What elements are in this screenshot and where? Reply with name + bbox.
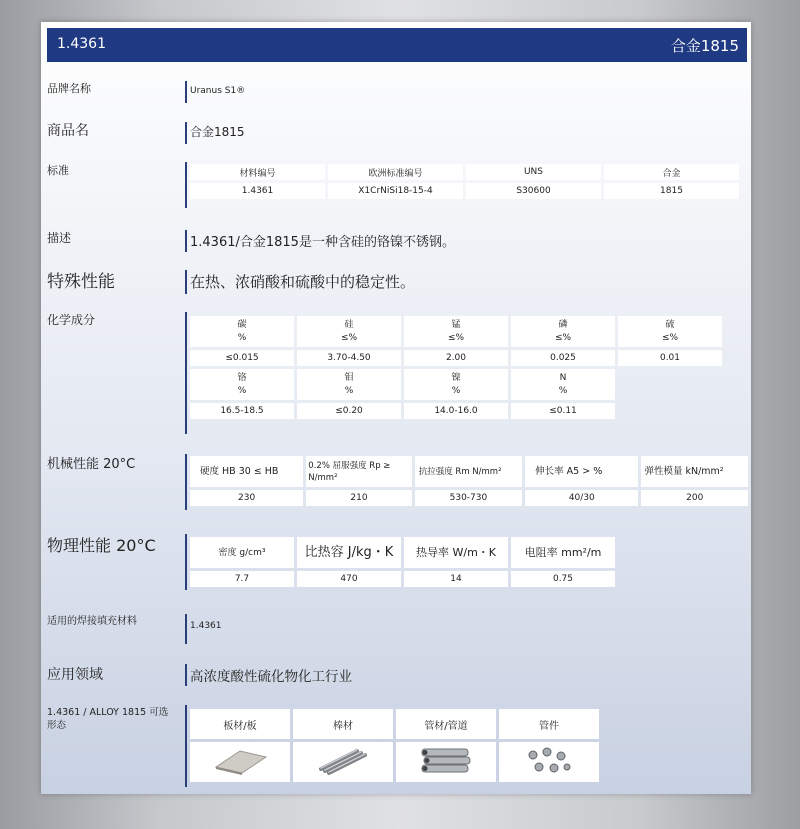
bar-image	[293, 742, 393, 782]
element-header-ni: 镍 %	[404, 369, 508, 400]
mechanical-label: 机械性能 20°C	[47, 457, 136, 472]
table-cell: 1.4361	[190, 183, 325, 199]
divider	[185, 230, 187, 252]
bar-icon	[313, 743, 373, 777]
form-label-plate: 板材/板	[190, 709, 290, 739]
divider	[185, 122, 187, 144]
chemistry-table	[187, 313, 725, 422]
table-header-cell: 密度 g/cm³	[190, 537, 294, 568]
material-code: 1.4361	[57, 36, 106, 52]
trade-name-value: 合金1815	[190, 125, 245, 139]
table-cell: 16.5-18.5	[190, 403, 294, 419]
pipe-image	[396, 742, 496, 782]
table-row	[190, 316, 722, 347]
filler-label: 适用的焊接填充材料	[47, 616, 137, 627]
table-row	[190, 183, 739, 199]
table-cell: S30600	[466, 183, 601, 199]
table-row	[190, 571, 615, 587]
filler-value: 1.4361	[190, 621, 222, 631]
table-header-cell: 弹性模量 kN/mm²	[641, 456, 748, 487]
table-row	[190, 164, 739, 180]
table-header-cell: UNS	[466, 164, 601, 180]
element-header-cr: 铬 %	[190, 369, 294, 400]
table-cell: 3.70-4.50	[297, 350, 401, 366]
table-row	[190, 403, 722, 419]
element-header-n: N %	[511, 369, 615, 400]
table-header-cell: 材料编号	[190, 164, 325, 180]
table-row	[190, 456, 748, 487]
element-header-mn: 锰 ≤%	[404, 316, 508, 347]
physical-label: 物理性能 20°C	[47, 536, 156, 555]
description-value: 1.4361/合金1815是一种含硅的铬镍不锈钢。	[190, 235, 455, 250]
plate-image	[190, 742, 290, 782]
empty-cell	[618, 369, 722, 400]
element-header-p: 磷 ≤%	[511, 316, 615, 347]
application-value: 高浓度酸性硫化物化工行业	[190, 669, 352, 685]
table-row	[190, 350, 722, 366]
chemistry-label: 化学成分	[47, 313, 96, 327]
standard-table	[187, 161, 742, 202]
alloy-name: 合金1815	[670, 37, 739, 55]
table-cell: ≤0.015	[190, 350, 294, 366]
table-cell: ≤0.20	[297, 403, 401, 419]
table-header-cell: 抗拉强度 Rm N/mm²	[415, 456, 522, 487]
table-row	[190, 742, 599, 782]
table-cell: ≤0.11	[511, 403, 615, 419]
table-header-cell: 电阻率 mm²/m	[511, 537, 615, 568]
brand-label: 品牌名称	[47, 82, 91, 95]
standard-label: 标准	[47, 164, 69, 177]
trade-name-label: 商品名	[47, 123, 89, 139]
table-header-cell: 比热容 J/kg・K	[297, 537, 401, 568]
divider	[185, 614, 187, 644]
table-cell: 230	[190, 490, 303, 506]
table-header-cell: 热导率 W/m・K	[404, 537, 508, 568]
mechanical-table	[187, 453, 751, 509]
forms-table	[187, 706, 602, 785]
table-cell: 0.01	[618, 350, 722, 366]
fitting-image	[499, 742, 599, 782]
special-label: 特殊性能	[47, 272, 115, 292]
plate-icon	[210, 743, 270, 777]
table-cell: 40/30	[525, 490, 638, 506]
form-label-bar: 棒材	[293, 709, 393, 739]
table-cell: 530-730	[415, 490, 522, 506]
table-row	[190, 709, 599, 739]
forms-label: 1.4361 / ALLOY 1815 可选形态	[47, 707, 169, 731]
table-cell: 470	[297, 571, 401, 587]
table-header-cell: 硬度 HB 30 ≤ HB	[190, 456, 303, 487]
table-header-cell: 0.2% 屈服强度 Rp ≥ N/mm²	[306, 456, 411, 487]
element-header-c: 碳 %	[190, 316, 294, 347]
form-label-fitting: 管件	[499, 709, 599, 739]
description-label: 描述	[47, 231, 72, 245]
element-header-s: 硫 ≤%	[618, 316, 722, 347]
table-cell: 210	[306, 490, 411, 506]
table-header-cell: 合金	[604, 164, 739, 180]
table-header-cell: 欧洲标准编号	[328, 164, 463, 180]
element-header-si: 硅 ≤%	[297, 316, 401, 347]
table-cell: 14.0-16.0	[404, 403, 508, 419]
table-row	[190, 537, 615, 568]
table-cell: 2.00	[404, 350, 508, 366]
table-cell: 7.7	[190, 571, 294, 587]
fitting-icon	[519, 743, 579, 777]
table-cell: 14	[404, 571, 508, 587]
divider	[185, 270, 187, 294]
brand-value: Uranus S1®	[190, 86, 246, 96]
table-cell: 1815	[604, 183, 739, 199]
table-header-cell: 伸长率 A5 > %	[525, 456, 638, 487]
form-label-pipe: 管材/管道	[396, 709, 496, 739]
special-value: 在热、浓硝酸和硫酸中的稳定性。	[190, 273, 416, 291]
divider	[185, 81, 187, 103]
table-row	[190, 369, 722, 400]
element-header-mo: 钼 %	[297, 369, 401, 400]
table-cell: 0.75	[511, 571, 615, 587]
header-bar	[47, 28, 747, 62]
table-cell: 0.025	[511, 350, 615, 366]
empty-cell	[618, 403, 722, 419]
pipe-icon	[416, 743, 476, 777]
table-row	[190, 490, 748, 506]
physical-table	[187, 534, 618, 590]
datasheet	[41, 22, 751, 794]
table-cell: 200	[641, 490, 748, 506]
application-label: 应用领域	[47, 667, 103, 683]
table-cell: X1CrNiSi18-15-4	[328, 183, 463, 199]
divider	[185, 664, 187, 686]
